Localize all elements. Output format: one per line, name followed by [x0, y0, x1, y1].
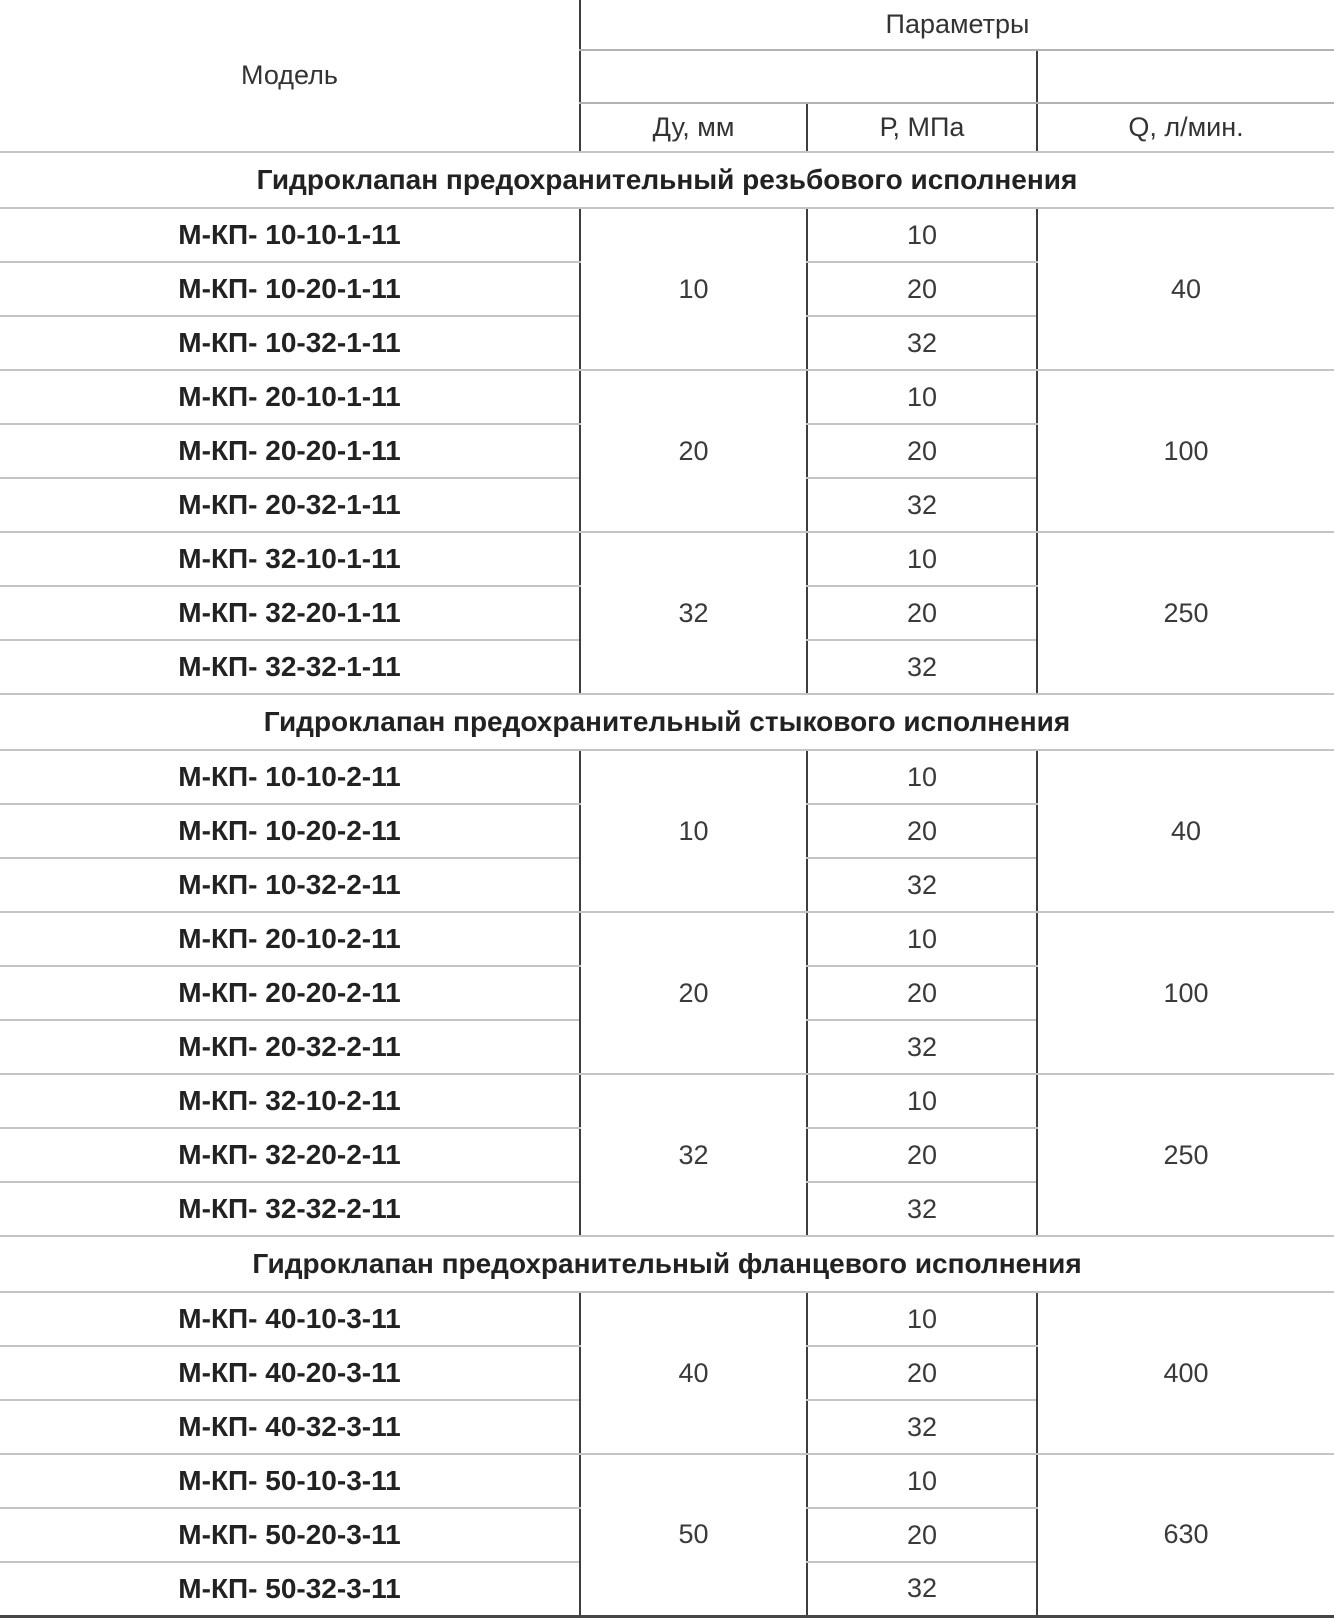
- model-cell: М-КП- 40-20-3-11: [0, 1346, 580, 1400]
- p-value-cell: 10: [807, 1074, 1037, 1128]
- section-row: [0, 1236, 1334, 1292]
- p-value-cell: 32: [807, 1020, 1037, 1074]
- model-cell: М-КП- 10-10-2-11: [0, 750, 580, 804]
- p-value-cell: 20: [807, 586, 1037, 640]
- q-value-cell: 100: [1037, 912, 1334, 1074]
- q-value-cell: 250: [1037, 532, 1334, 694]
- section-title: Гидроклапан предохранительный резьбового исполнения: [0, 152, 1334, 208]
- table-header: [0, 0, 1334, 152]
- du-value-cell: 20: [580, 370, 807, 532]
- p-value-cell: 10: [807, 912, 1037, 966]
- model-column-header: Модель: [0, 0, 580, 152]
- q-value-cell: 630: [1037, 1454, 1334, 1616]
- model-cell: М-КП- 10-10-1-11: [0, 208, 580, 262]
- model-cell: М-КП- 32-20-1-11: [0, 586, 580, 640]
- p-value-cell: 20: [807, 804, 1037, 858]
- p-value-cell: 20: [807, 262, 1037, 316]
- model-cell: М-КП- 20-10-2-11: [0, 912, 580, 966]
- q-value-cell: 40: [1037, 750, 1334, 912]
- table-body: [0, 152, 1334, 1616]
- q-column-header: Q, л/мин.: [1037, 103, 1334, 152]
- du-column-header: Ду, мм: [580, 103, 807, 152]
- section-title: Гидроклапан предохранительный стыкового исполнения: [0, 694, 1334, 750]
- model-cell: М-КП- 20-20-1-11: [0, 424, 580, 478]
- du-value-cell: 10: [580, 750, 807, 912]
- q-value-cell: 400: [1037, 1292, 1334, 1454]
- p-value-cell: 10: [807, 208, 1037, 262]
- spacer-cell-right: [1037, 50, 1334, 103]
- model-cell: М-КП- 32-10-2-11: [0, 1074, 580, 1128]
- p-value-cell: 32: [807, 478, 1037, 532]
- model-cell: М-КП- 50-32-3-11: [0, 1562, 580, 1616]
- table-row: [0, 1074, 1334, 1128]
- model-cell: М-КП- 10-32-1-11: [0, 316, 580, 370]
- du-value-cell: 10: [580, 208, 807, 370]
- section-row: [0, 152, 1334, 208]
- section-row: [0, 694, 1334, 750]
- section-title: Гидроклапан предохранительный фланцевого исполнения: [0, 1236, 1334, 1292]
- table-row: [0, 532, 1334, 586]
- p-value-cell: 32: [807, 858, 1037, 912]
- du-value-cell: 20: [580, 912, 807, 1074]
- model-cell: М-КП- 10-32-2-11: [0, 858, 580, 912]
- du-value-cell: 50: [580, 1454, 807, 1616]
- du-value-cell: 32: [580, 1074, 807, 1236]
- q-value-cell: 100: [1037, 370, 1334, 532]
- p-value-cell: 10: [807, 1454, 1037, 1508]
- params-group-row: [0, 0, 1334, 50]
- model-cell: М-КП- 20-32-2-11: [0, 1020, 580, 1074]
- model-cell: М-КП- 32-32-1-11: [0, 640, 580, 694]
- p-value-cell: 10: [807, 1292, 1037, 1346]
- p-value-cell: 20: [807, 1508, 1037, 1562]
- p-value-cell: 10: [807, 750, 1037, 804]
- model-cell: М-КП- 32-32-2-11: [0, 1182, 580, 1236]
- spacer-cell-left: [580, 50, 1037, 103]
- model-cell: М-КП- 10-20-1-11: [0, 262, 580, 316]
- model-cell: М-КП- 32-20-2-11: [0, 1128, 580, 1182]
- p-value-cell: 20: [807, 1128, 1037, 1182]
- p-value-cell: 10: [807, 532, 1037, 586]
- model-cell: М-КП- 50-10-3-11: [0, 1454, 580, 1508]
- model-cell: М-КП- 32-10-1-11: [0, 532, 580, 586]
- model-cell: М-КП- 20-20-2-11: [0, 966, 580, 1020]
- q-value-cell: 250: [1037, 1074, 1334, 1236]
- p-value-cell: 32: [807, 1562, 1037, 1616]
- p-value-cell: 20: [807, 966, 1037, 1020]
- model-cell: М-КП- 20-32-1-11: [0, 478, 580, 532]
- table-row: [0, 1292, 1334, 1346]
- table-row: [0, 1454, 1334, 1508]
- table-row: [0, 912, 1334, 966]
- q-value-cell: 40: [1037, 208, 1334, 370]
- du-value-cell: 32: [580, 532, 807, 694]
- model-cell: М-КП- 50-20-3-11: [0, 1508, 580, 1562]
- du-value-cell: 40: [580, 1292, 807, 1454]
- p-value-cell: 32: [807, 316, 1037, 370]
- p-value-cell: 20: [807, 424, 1037, 478]
- p-value-cell: 32: [807, 640, 1037, 694]
- model-cell: М-КП- 40-32-3-11: [0, 1400, 580, 1454]
- model-cell: М-КП- 20-10-1-11: [0, 370, 580, 424]
- p-value-cell: 32: [807, 1182, 1037, 1236]
- table-row: [0, 208, 1334, 262]
- model-cell: М-КП- 40-10-3-11: [0, 1292, 580, 1346]
- table-row: [0, 370, 1334, 424]
- p-value-cell: 32: [807, 1400, 1037, 1454]
- p-value-cell: 10: [807, 370, 1037, 424]
- p-column-header: Р, МПа: [807, 103, 1037, 152]
- model-cell: М-КП- 10-20-2-11: [0, 804, 580, 858]
- p-value-cell: 20: [807, 1346, 1037, 1400]
- params-group-header: Параметры: [580, 0, 1334, 50]
- table-row: [0, 750, 1334, 804]
